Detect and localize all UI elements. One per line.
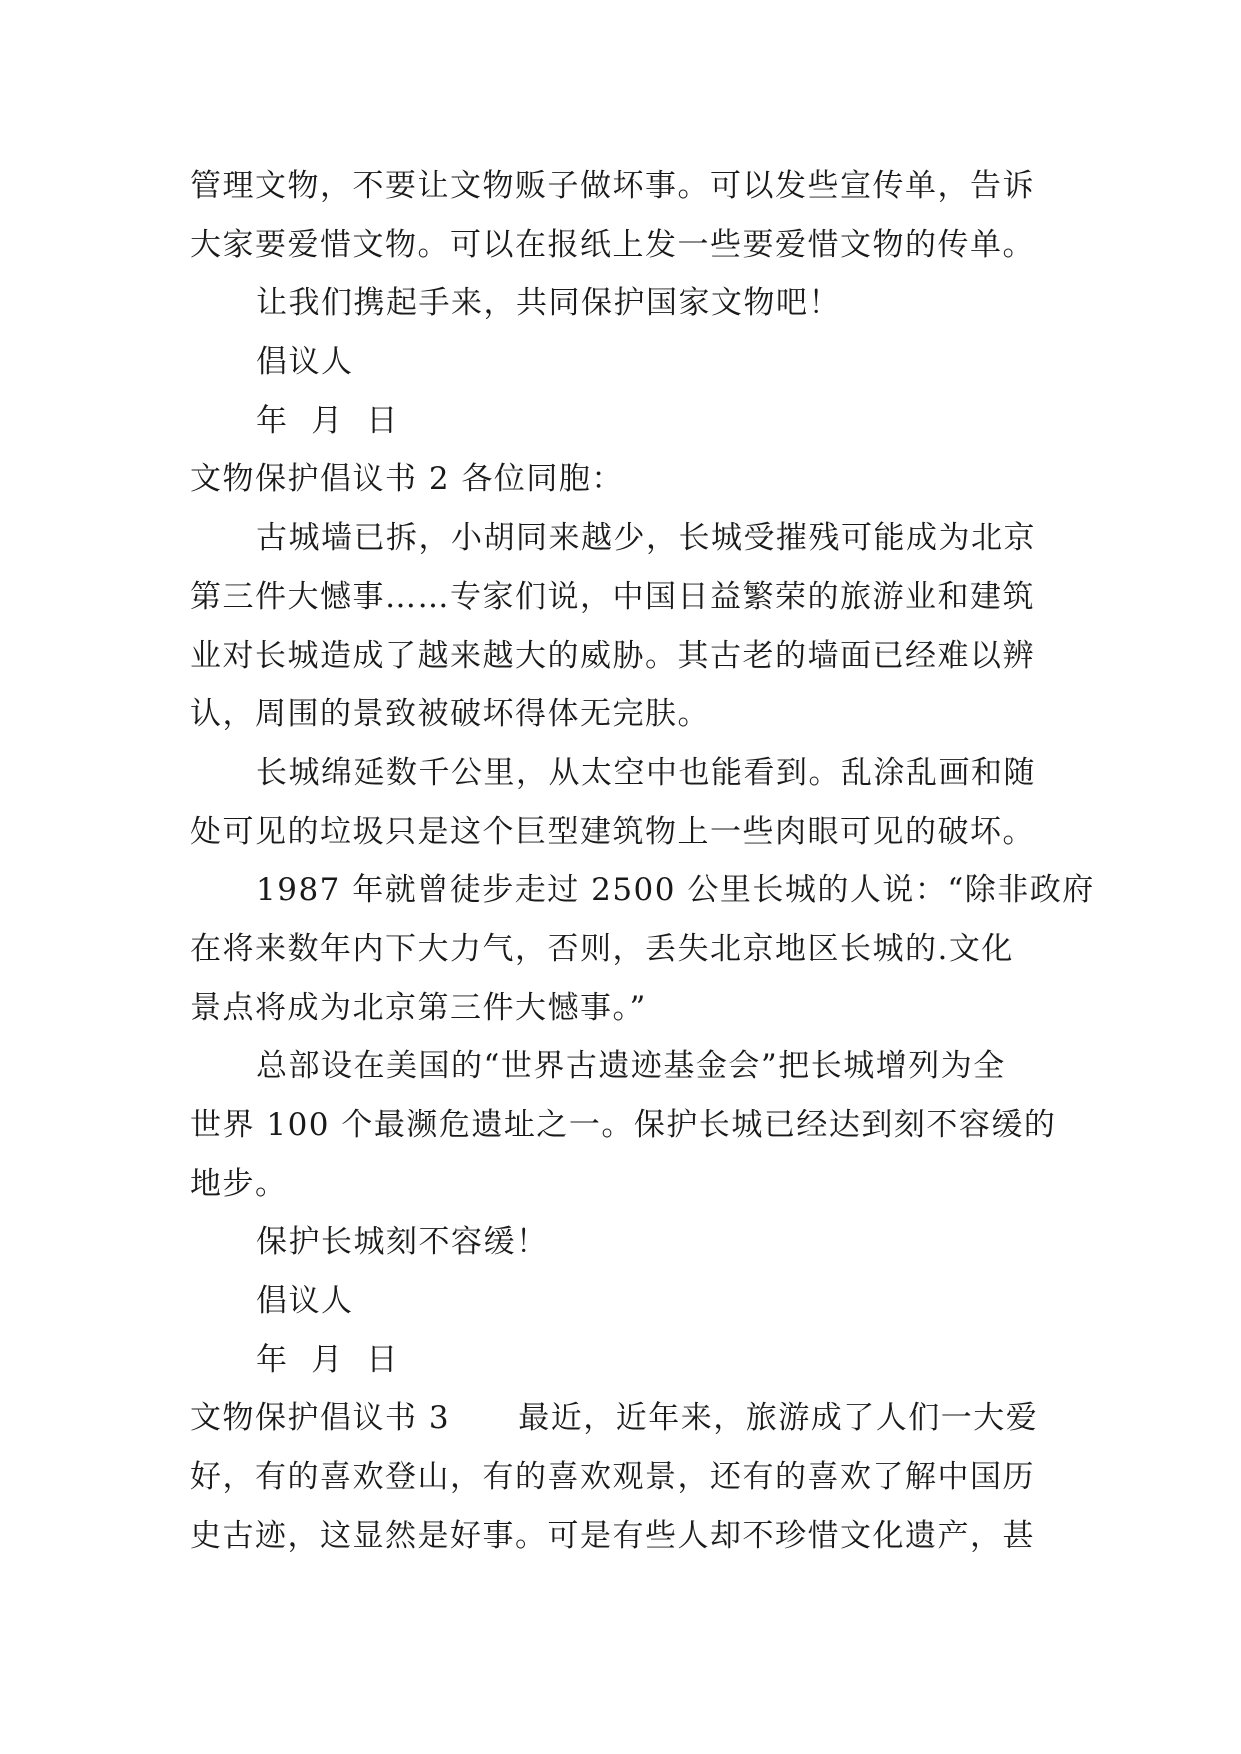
signature-label: 倡议人 — [256, 1283, 354, 1320]
document-body — [190, 157, 1095, 1566]
section-heading: 文物保护倡议书 2 各位同胞： — [190, 461, 624, 498]
text-line: 1987 年就曾徒步走过 2500 公里长城的人说：“除非政府 — [256, 872, 1095, 909]
text-line: 管理文物，不要让文物贩子做坏事。可以发些宣传单，告诉 — [190, 168, 1035, 204]
text-line: 地步。 — [190, 1165, 288, 1202]
text-line: 世界 100 个最濒危遗址之一。保护长城已经达到刻不容缓的 — [190, 1107, 1057, 1143]
text-line: 认，周围的景致被破坏得体无完肤。 — [190, 696, 710, 733]
text-line: 古城墙已拆，小胡同来越少，长城受摧残可能成为北京 — [256, 520, 1036, 557]
text-line: 保护长城刻不容缓！ — [256, 1224, 549, 1261]
text-line: 在将来数年内下大力气，否则，丢失北京地区长城的.文化 — [190, 930, 1014, 967]
text-line: 业对长城造成了越来越大的威胁。其古老的墙面已经难以辨 — [190, 637, 1035, 674]
text-line: 好，有的喜欢登山，有的喜欢观景，还有的喜欢了解中国历 — [190, 1459, 1035, 1496]
date-line: 年 月 日 — [256, 402, 399, 439]
signature-label: 倡议人 — [256, 344, 354, 381]
section-heading: 文物保护倡议书 3 最近，近年来，旅游成了人们一大爱 — [190, 1400, 1039, 1437]
text-line: 处可见的垃圾只是这个巨型建筑物上一些肉眼可见的破坏。 — [190, 813, 1035, 850]
text-line: 总部设在美国的“世界古遗迹基金会”把长城增列为全 — [256, 1048, 1006, 1085]
text-line: 第三件大憾事……专家们说，中国日益繁荣的旅游业和建筑 — [190, 578, 1035, 615]
date-line: 年 月 日 — [256, 1341, 399, 1378]
text-line: 长城绵延数千公里，从太空中也能看到。乱涂乱画和随 — [256, 754, 1036, 791]
text-line: 大家要爱惜文物。可以在报纸上发一些要爱惜文物的传单。 — [190, 226, 1035, 263]
text-line: 史古迹，这显然是好事。可是有些人却不珍惜文化遗产，甚 — [190, 1517, 1035, 1554]
text-line: 让我们携起手来，共同保护国家文物吧！ — [256, 285, 841, 322]
text-line: 景点将成为北京第三件大憾事。” — [190, 989, 647, 1026]
